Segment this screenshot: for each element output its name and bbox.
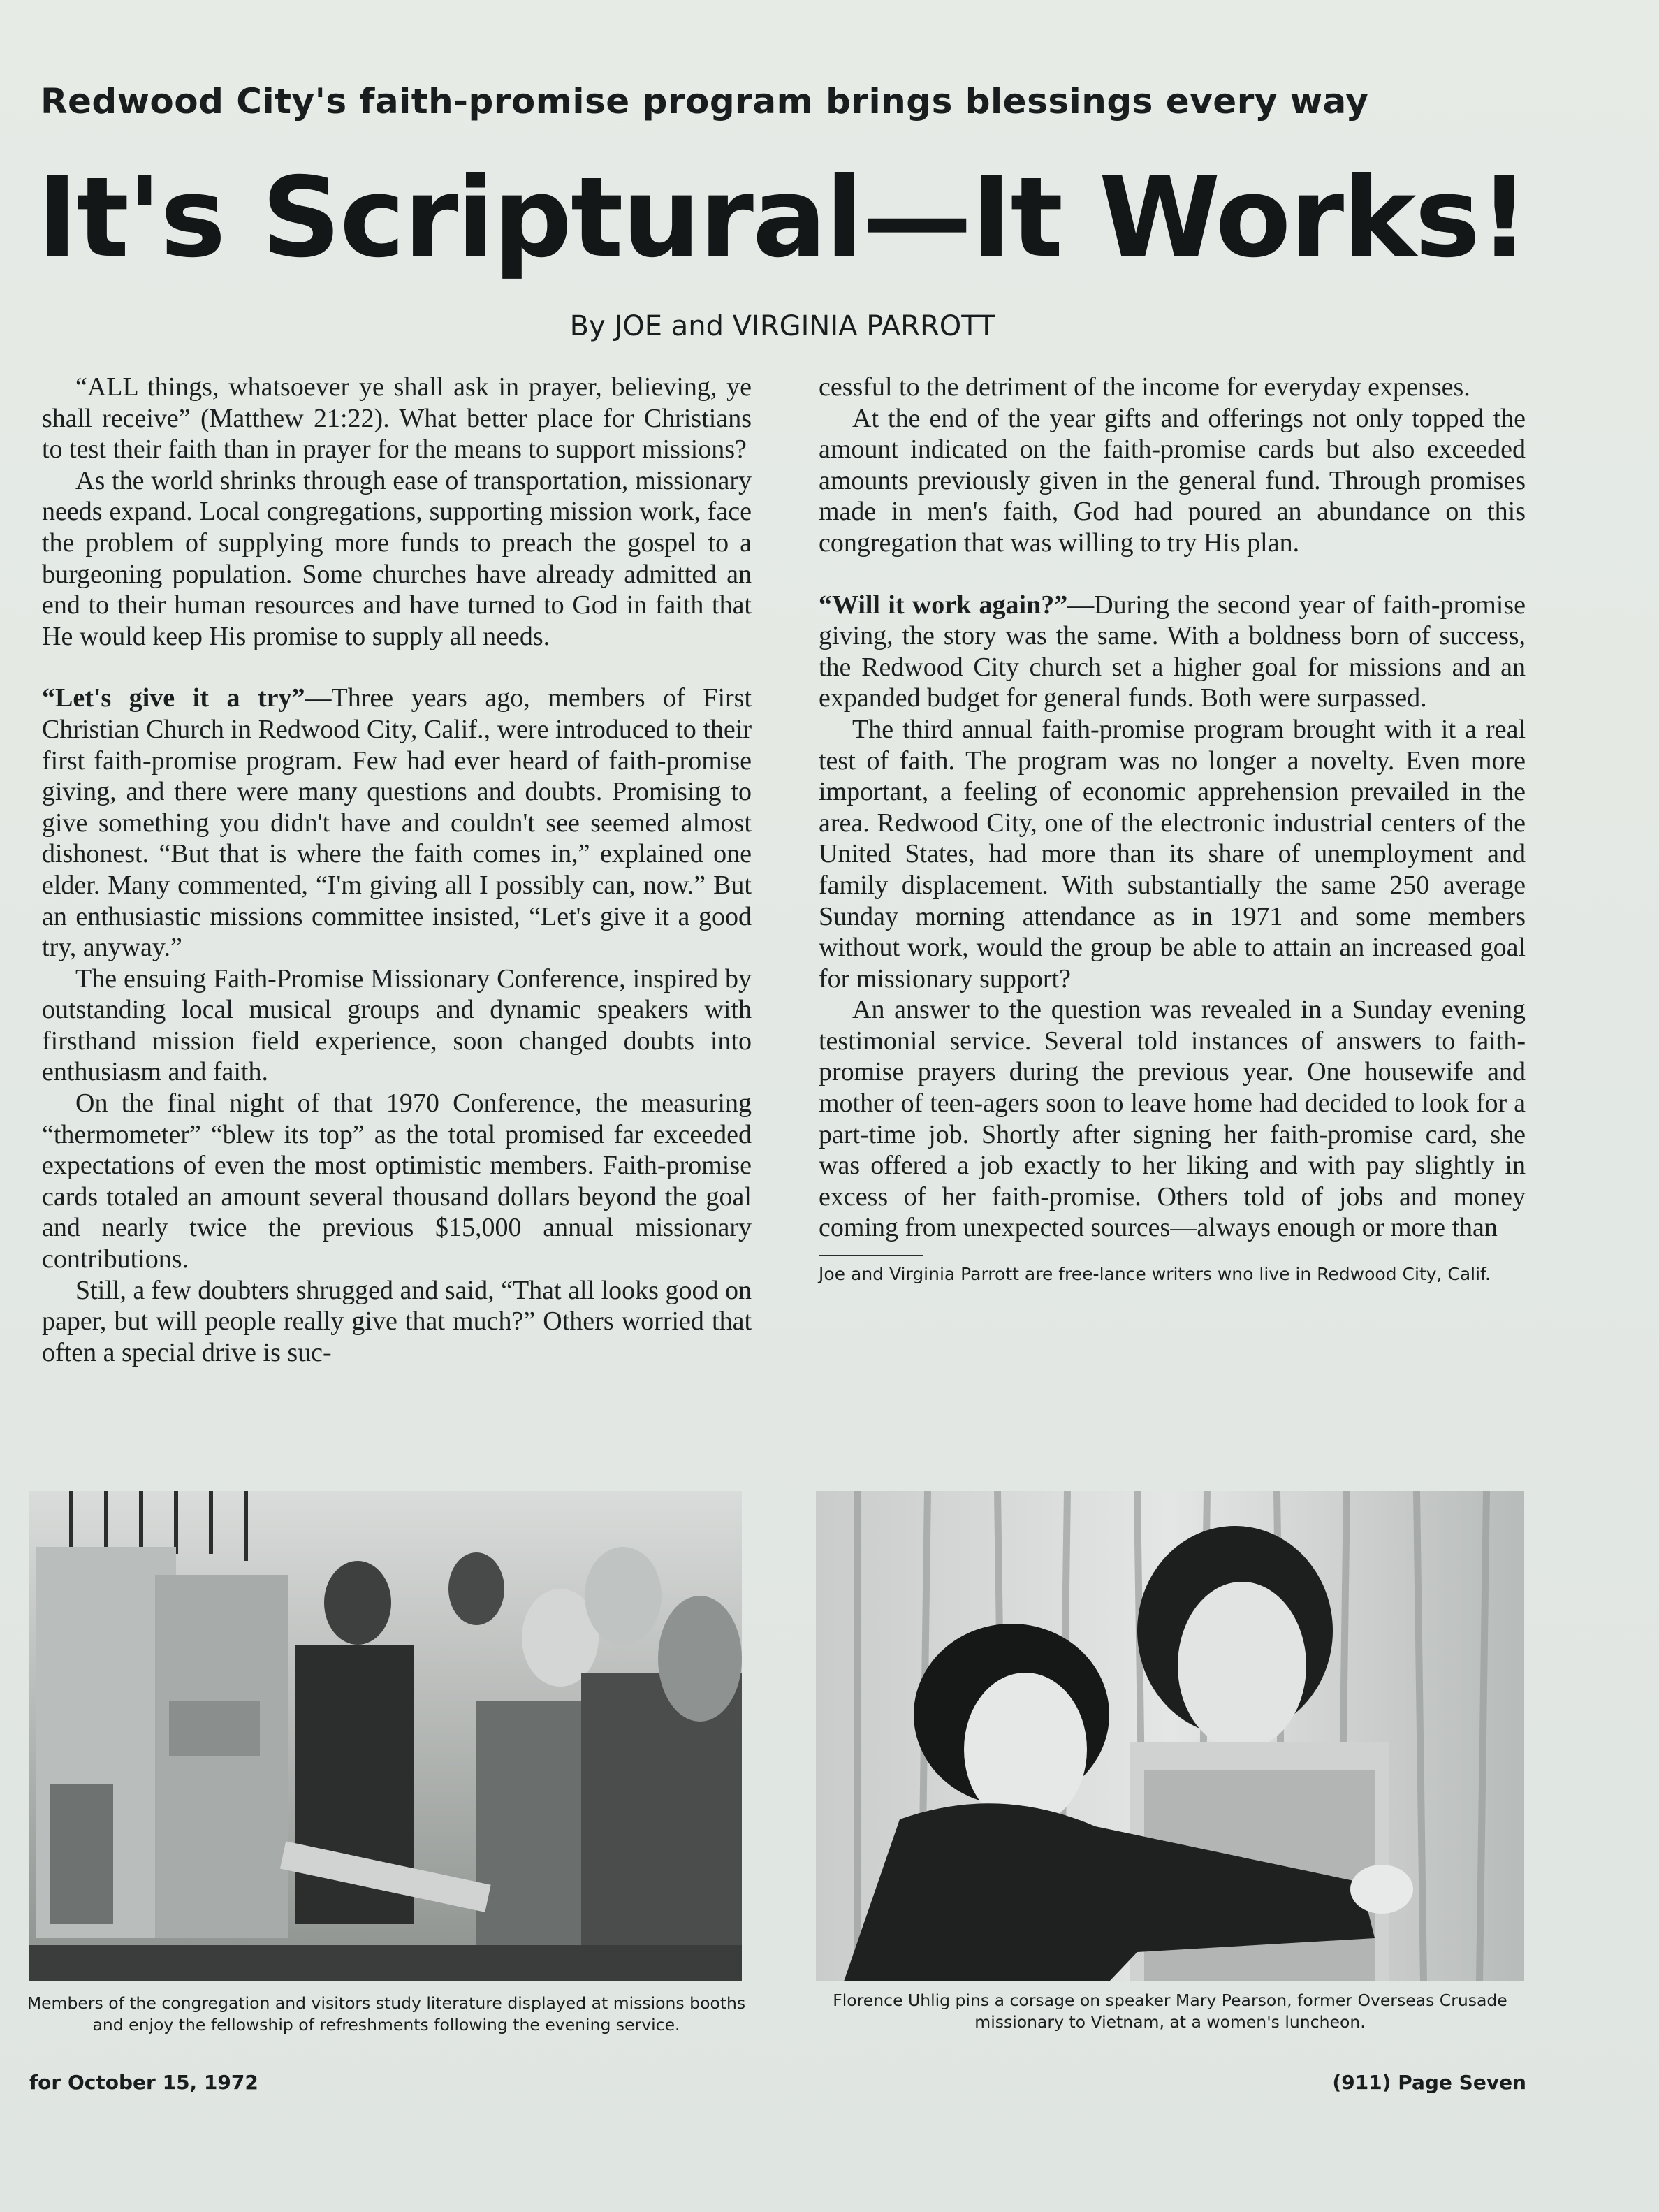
paragraph — [819, 590, 1526, 714]
photo-missions-booth-image — [29, 1491, 742, 1981]
paragraph — [42, 683, 752, 963]
paragraph: An answer to the question was revealed in a Sunday evening testimonial service. Several told instances of answers to faith-promise prayers during the previous year. One housewife and mother of teen-agers soon to leave home had decided to look for a part-time job. Shortly after signing her faith-promise card, she was offered a job exactly to her liking and with pay slightly in excess of her faith-promise. Others told of jobs and money coming from unexpected sources—always enough or more than — [819, 995, 1526, 1243]
photo-corsage-pinning — [816, 1491, 1524, 1981]
footnote-divider — [819, 1255, 923, 1256]
paragraph: As the world shrinks through ease of transportation, missionary needs expand. Local congregations, supporting mission work, face the problem of supplying more funds to preach the gospel to a burgeoning population. Some churches have already admitted an end to their human resources and have turned to God in faith that He would keep His promise to supply all needs. — [42, 465, 752, 651]
paragraph: At the end of the year gifts and offerings not only topped the amount indicated on the faith-promise cards but also exceeded amounts previously given in the general fund. Through promises made in men's faith, God had poured an abundance on this congregation that was willing to try His plan. — [819, 403, 1526, 558]
article-kicker: Redwood City's faith-promise program brings blessings every way — [41, 81, 1369, 122]
paragraph-body: —Three years ago, members of First Christian Church in Redwood City, Calif., were introduced to their first faith-promise program. Few had ever heard of faith-promise giving, and there were many questions and doubts. Promising to give something you didn't have and couldn't see seemed almost dishonest. “But that is where the faith comes in,” explained one elder. Many commented, “I'm giving all I possibly can, now.” But an enthusiastic missions committee insisted, “Let's give it a good try, anyway.” — [42, 683, 752, 963]
photo-caption-left: Members of the congregation and visitors study literature displayed at missions booths and enjoy the fellowship of refreshments following the evening service. — [27, 1993, 746, 2035]
paragraph: Still, a few doubters shrugged and said, “That all looks good on paper, but will people really give that much?” Others worried that often a special drive is suc- — [42, 1275, 752, 1367]
photo-corsage-pinning-image — [816, 1491, 1524, 1981]
photo-caption-right: Florence Uhlig pins a corsage on speaker Mary Pearson, former Overseas Crusade missionary to Vietnam, at a women's luncheon. — [833, 1991, 1507, 2032]
paragraph: The ensuing Faith-Promise Missionary Conference, inspired by outstanding local musical groups and dynamic speakers with firsthand mission field experience, soon changed doubts into enthusiasm and faith. — [42, 963, 752, 1087]
author-footnote: Joe and Virginia Parrott are free-lance writers wno live in Redwood City, Calif. — [819, 1264, 1491, 1285]
paragraph-body: —During the second year of faith-promise giving, the story was the same. With a boldness born of success, the Redwood City church set a higher goal for missions and an expanded budget for general funds. Both were surpassed. — [819, 590, 1526, 713]
right-text-column — [819, 372, 1526, 1285]
paragraph: “ALL things, whatsoever ye shall ask in prayer, believing, ye shall receive” (Matthew 21:22). What better place for Christians to test their faith than in prayer for the means to support missions? — [42, 372, 752, 465]
left-text-column — [42, 372, 752, 1368]
article-byline: By JOE and VIRGINIA PARROTT — [569, 310, 995, 342]
article-headline: It's Scriptural—It Works! — [36, 154, 1528, 282]
issue-date: for October 15, 1972 — [29, 2071, 258, 2094]
page-number: (911) Page Seven — [1332, 2071, 1526, 2094]
paragraph: cessful to the detriment of the income for everyday expenses. — [819, 372, 1470, 402]
subhead-lets-give-it-a-try: “Let's give it a try” — [42, 683, 305, 713]
paragraph: On the final night of that 1970 Conference, the measuring “thermometer” “blew its top” as the total promised far exceeded expectations of even the most optimistic members. Faith-promise cards totaled an amount several thousand dollars beyond the goal and nearly twice the previous $15,000 annual missionary contributions. — [42, 1089, 752, 1274]
photo-missions-booth — [29, 1491, 742, 1981]
subhead-will-it-work-again: “Will it work again?” — [819, 590, 1068, 620]
paragraph: The third annual faith-promise program brought with it a real test of faith. The program was no longer a novelty. Even more important, a feeling of economic apprehension prevailed in the area. Redwood City, one of the electronic industrial centers of the United States, had more than its share of unemployment and family displacement. With substantially the same 250 average Sunday morning attendance as in 1971 and some members without work, would the group be able to attain an increased goal for missionary support? — [819, 714, 1526, 994]
